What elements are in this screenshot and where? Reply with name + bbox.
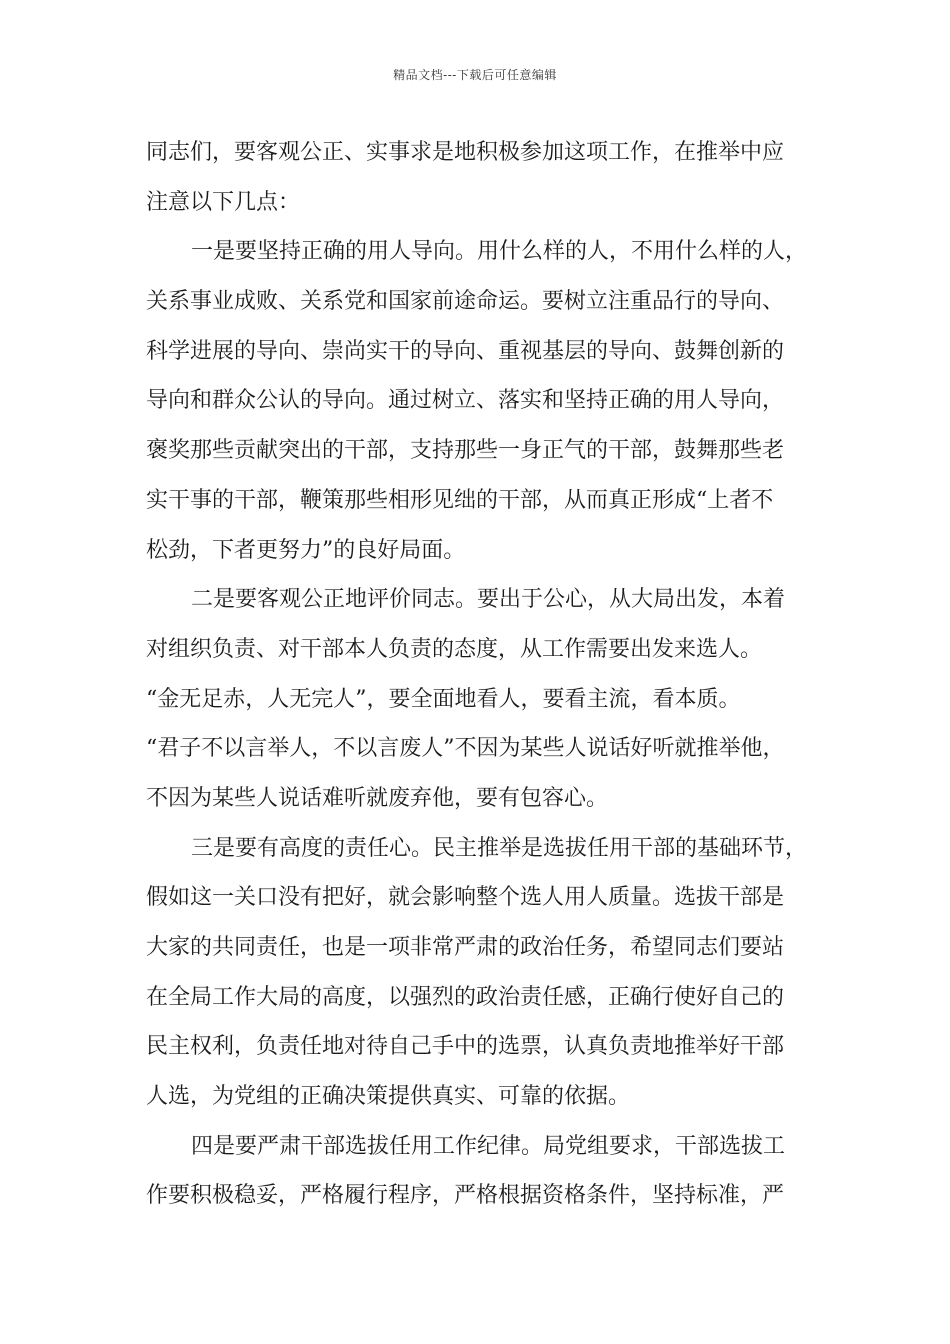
text-line: 大家的共同责任，也是一项非常严肃的政治任务，希望同志们要站 bbox=[146, 935, 785, 960]
text-line: 假如这一关口没有把好，就会影响整个选人用人质量。选拔干部是 bbox=[146, 885, 785, 911]
text-line: 注意以下几点： bbox=[146, 189, 301, 215]
text-line: 松劲，下者更努力”的良好局面。 bbox=[146, 537, 466, 563]
text-line: 同志们，要客观公正、实事求是地积极参加这项工作，在推举中应 bbox=[146, 140, 785, 165]
text-line: “君子不以言举人，不以言废人”不因为某些人说话好听就推举他， bbox=[146, 736, 785, 762]
text-line: 民主权利，负责任地对待自己手中的选票，认真负责地推举好干部 bbox=[146, 1034, 785, 1060]
text-line: 四是要严肃干部选拔任用工作纪律。局党组要求，干部选拔工 bbox=[191, 1133, 786, 1159]
text-line: 在全局工作大局的高度，以强烈的政治责任感，正确行使好自己的 bbox=[146, 984, 785, 1010]
text-line: 三是要有高度的责任心。民主推举是选拔任用干部的基础环节， bbox=[191, 835, 808, 861]
text-line: 二是要客观公正地评价同志。要出于公心，从大局出发，本着 bbox=[191, 587, 786, 613]
text-line: 导向和群众公认的导向。通过树立、落实和坚持正确的用人导向， bbox=[146, 388, 785, 414]
text-line: “金无足赤，人无完人”，要全面地看人，要看主流，看本质。 bbox=[146, 686, 741, 712]
text-line: 褒奖那些贡献突出的干部，支持那些一身正气的干部，鼓舞那些老 bbox=[146, 438, 785, 464]
text-line: 实干事的干部，鞭策那些相形见绌的干部，从而真正形成“上者不 bbox=[146, 487, 774, 513]
text-line: 一是要坚持正确的用人导向。用什么样的人，不用什么样的人， bbox=[191, 239, 808, 265]
text-line: 科学进展的导向、崇尚实干的导向、重视基层的导向、鼓舞创新的 bbox=[146, 338, 785, 364]
text-line: 作要积极稳妥，严格履行程序，严格根据资格条件，坚持标准，严 bbox=[146, 1183, 785, 1209]
text-line: 不因为某些人说话难听就废弃他，要有包容心。 bbox=[146, 785, 609, 811]
page-header: 精品文档---下载后可任意编辑 bbox=[393, 68, 557, 82]
document-body bbox=[146, 128, 816, 1221]
text-line: 关系事业成败、关系党和国家前途命运。要树立注重品行的导向、 bbox=[146, 289, 785, 315]
text-line: 人选，为党组的正确决策提供真实、可靠的依据。 bbox=[146, 1084, 631, 1110]
text-line: 对组织负责、对干部本人负责的态度，从工作需要出发来选人。 bbox=[146, 636, 763, 662]
